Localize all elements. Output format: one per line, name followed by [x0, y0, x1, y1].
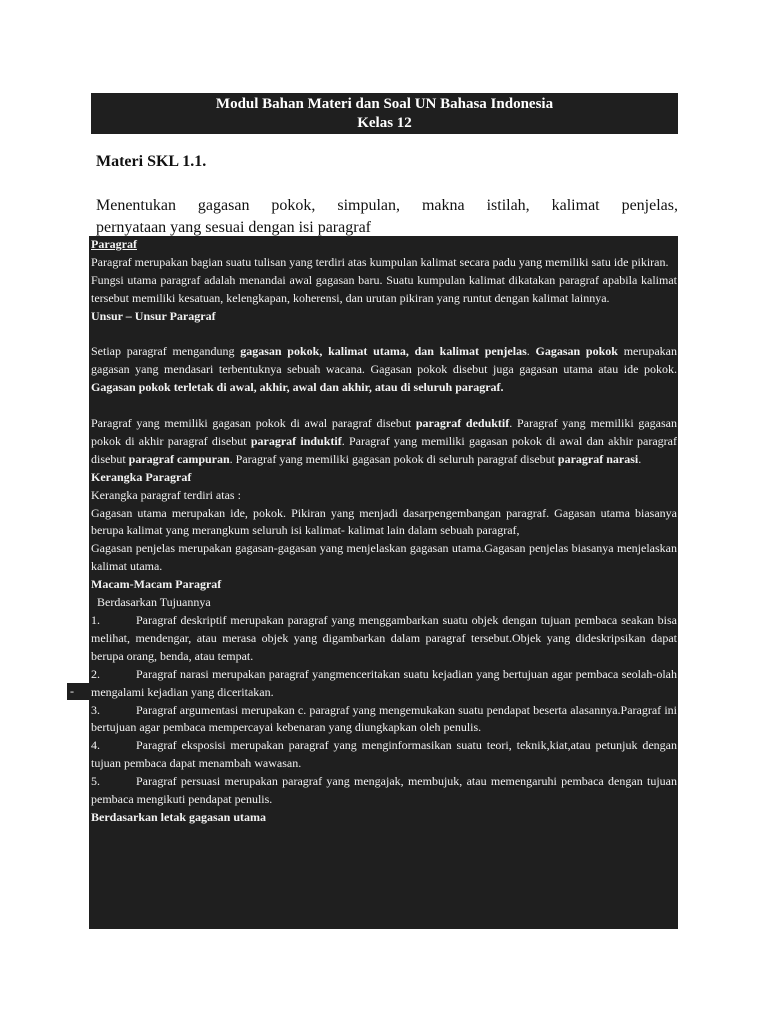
list-item-number: 4. [91, 738, 100, 753]
list-item [91, 702, 677, 738]
list-item-text: Paragraf narasi merupakan paragraf yangmenceritakan suatu kejadian yang bertujuan agar pembaca seolah-olah mengalami kejadian yang diceritakan. [91, 666, 677, 699]
paragraf-definition: Paragraf merupakan bagian suatu tulisan yang terdiri atas kumpulan kalimat secara padu yang memiliki satu ide pikiran. [91, 254, 669, 269]
berdasarkan-tujuan-row [91, 594, 677, 612]
section-subheading [96, 195, 678, 239]
list-item [91, 612, 677, 666]
gagasan-utama: Gagasan utama merupakan ide, pokok. Pikiran yang menjadi dasarpengembangan paragraf. Gagasan utama biasanya berupa kalimat yang merangkum seluruh isi kalimat- kalimat lain dalam sebuah paragraf, [91, 505, 677, 538]
content-panel [89, 236, 678, 929]
paragraf-function: Fungsi utama paragraf adalah menandai awal gagasan baru. Suatu kumpulan kalimat dikatakan paragraf apabila kalimat tersebut memiliki kesatuan, kelengkapan, koherensi, dan urutan pikiran yang runtut dengan kalimat lainnya. [91, 272, 677, 305]
unsur-title: Unsur – Unsur Paragraf [91, 308, 216, 323]
subheading-line-2: pernyataan yang sesuai dengan isi paragraf [96, 219, 371, 236]
document-title-box [91, 93, 678, 134]
list-item [91, 737, 677, 773]
list-item-text: Paragraf eksposisi merupakan paragraf yang menginformasikan suatu teori, teknik,kiat,atau petunjuk dengan tujuan pembaca dapat menambah wawasan. [91, 738, 677, 771]
list-item-text: Paragraf deskriptif merupakan paragraf yang menggambarkan suatu objek dengan tujuan pembaca seakan bisa melihat, mendengar, atau merasa objek yang digambarkan dalam paragraf tersebut.Objek yang dideskripsikan dapat berupa orang, benda, atau tempat. [91, 613, 677, 663]
jenis-paragraph: Paragraf yang memiliki gagasan pokok di awal paragraf disebut paragraf deduktif. Paragraf yang memiliki gagasan pokok di akhir paragraf disebut paragraf induktif. Paragraf yang memiliki gagasan pokok di awal dan akhir paragraf disebut paragraf campuran. Paragraf yang memiliki gagasan pokok di seluruh paragraf disebut paragraf narasi. [91, 416, 677, 466]
document-title: Modul Bahan Materi dan Soal UN Bahasa Indonesia [215, 96, 554, 112]
list-item-text: Paragraf persuasi merupakan paragraf yang mengajak, membujuk, atau memengaruhi pembaca dengan tujuan pembaca mengikuti pendapat penulis. [91, 774, 677, 807]
list-item-number: 2. [91, 666, 100, 681]
berdasarkan-tujuan: Berdasarkan Tujuannya [97, 595, 211, 610]
list-item [91, 666, 677, 702]
kerangka-intro: Kerangka paragraf terdiri atas : [91, 487, 241, 502]
section-heading: Materi SKL 1.1. [96, 153, 207, 170]
list-item [91, 773, 677, 809]
gagasan-penjelas: Gagasan penjelas merupakan gagasan-gagasan yang menjelaskan gagasan utama.Gagasan penjelas biasanya menjelaskan kalimat utama. [91, 541, 677, 574]
macam-title: Macam-Macam Paragraf [91, 577, 222, 592]
list-item-text: Paragraf argumentasi merupakan c. paragraf yang mengemukakan suatu pendapat beserta alasannya.Paragraf ini bertujuan agar pembaca mempercayai kebenaran yang diungkapkan oleh penulis. [91, 702, 677, 735]
bullet-dash: - [67, 683, 89, 700]
list-item-number: 5. [91, 774, 100, 789]
unsur-paragraph: Setiap paragraf mengandung gagasan pokok, kalimat utama, dan kalimat penjelas. Gagasan pokok merupakan gagasan yang mendasari terbentuknya sebuah wacana. Gagasan pokok disebut juga gagasan utama atau ide pokok. Gagasan pokok terletak di awal, akhir, awal dan akhir, atau di seluruh paragraf. [91, 344, 678, 395]
subheading-line-1: Menentukan gagasan pokok, simpulan, makna istilah, kalimat penjelas, [96, 197, 678, 214]
list-item-number: 1. [91, 613, 100, 627]
list-item-number: 3. [91, 702, 100, 717]
berdasarkan-letak: Berdasarkan letak gagasan utama [91, 809, 267, 824]
kerangka-title: Kerangka Paragraf [91, 469, 192, 484]
paragraf-title: Paragraf [91, 237, 137, 251]
paragraph-types-list [91, 612, 677, 809]
document-subtitle: Kelas 12 [357, 115, 412, 131]
